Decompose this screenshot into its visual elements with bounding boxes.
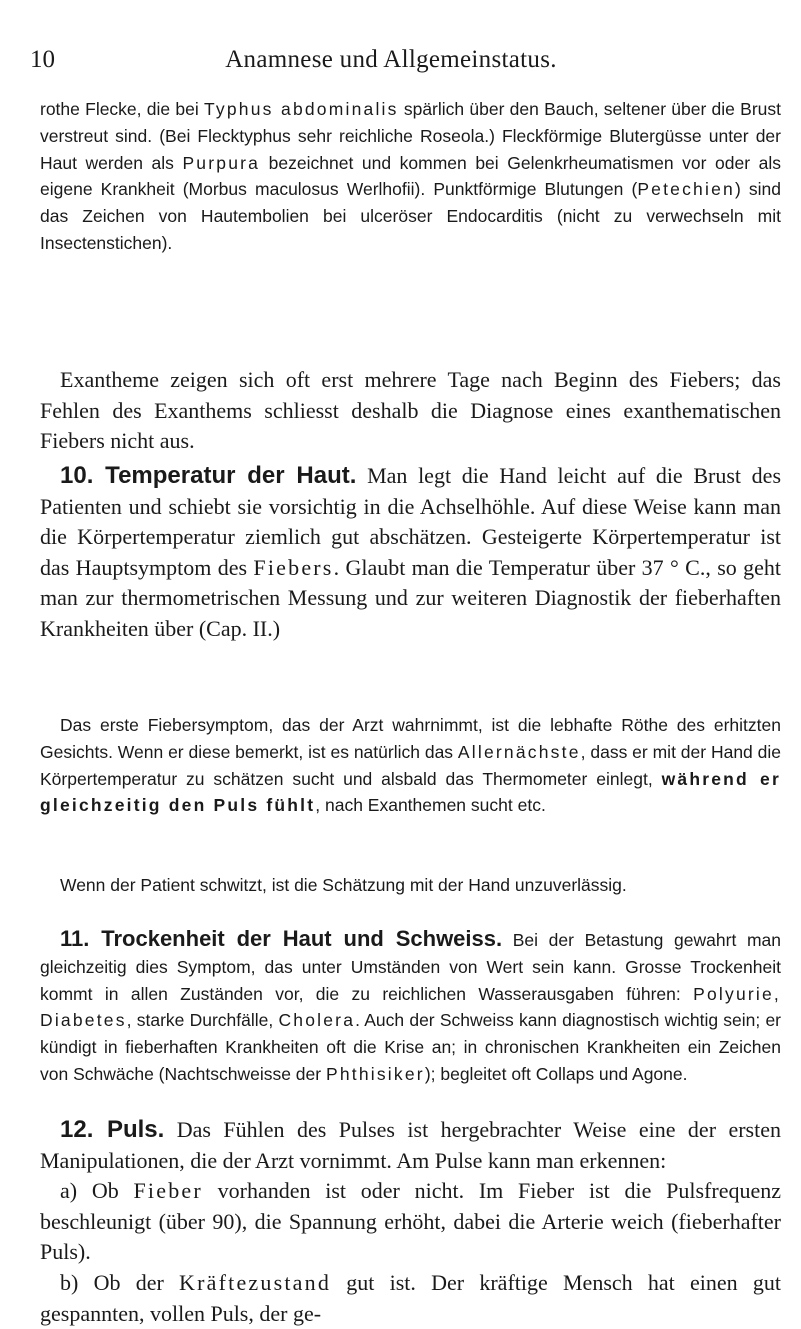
section-12-pulse: 12. Puls. Das Fühlen des Pulses ist hergebrachter Weise eine der ersten Manipulationen, die der Arzt vornimmt. Am Pulse kann man erkennen: a) Ob Fieber vorhanden ist oder nicht. Im Fieber ist die Pulsfrequenz beschleunigt (über 90), die Spannung erhöht, dabei die Arterie weich (fieberhafter Puls). b) Ob der Kräftezustand gut ist. Der kräftige Mensch hat einen gut gespannten, vollen Puls, der ge- (40, 1115, 781, 1329)
section-11-heading: 11. Trockenheit der Haut und Schweiss. (60, 926, 503, 951)
running-title: Anamnese und Allgemeinstatus. (225, 46, 557, 73)
paragraph-sweat-note: Wenn der Patient schwitzt, ist die Schätzung mit der Hand unzuverlässig. (60, 875, 627, 895)
section-11-dryness: 11. Trockenheit der Haut und Schweiss. Bei der Betastung gewahrt man gleichzeitig dies Symptom, das unter Umständen von Wert sein kann. Grosse Trockenheit kommt in allen Zuständen vor, die zu reichlichen Wasserausgaben führen: Polyurie, Diabetes, starke Durchfälle, Cholera. Auch der Schweiss kann diagnostisch wichtig sein; er kündigt in fieberhaften Krankheiten oft die Krise an; in chronischen Krankheiten ein Zeichen von Schwäche (Nachtschweisse der Phthisiker); begleitet oft Collaps und Agone. (40, 926, 782, 1084)
term-phthisiker: Phthisiker (325, 1063, 425, 1084)
paragraph-exanthem-types: rothe Flecke, die bei Typhus abdominalis spärlich über den Bauch, seltener über die Brust verstreut sind. (Bei Flecktyphus sehr reichliche Roseola.) Fleckförmige Blutergüsse unter der Haut werden als Purpura bezeichnet und kommen bei Gelenkrheumatismen vor oder als eigene Krankheit (Morbus maculosus Werlhofii). Punktförmige Blutungen (Petechien) sind das Zeichen von Hautembolien bei ulceröser Endocarditis (nicht zu verwechseln mit Insectenstichen). (40, 99, 781, 253)
term-petechien: Petechien (637, 179, 735, 200)
section-10-temperature: 10. Temperatur der Haut. Man legt die Hand leicht auf die Brust des Patienten und schiebt sie vorsichtig in die Achselhöhle. Auf diese Weise kann man die Körpertemperatur ziemlich gut abschätzen. Gesteigerte Körpertemperatur ist das Hauptsymptom des Fiebers. Glaubt man die Temperatur über 37 ° C., so geht man zur thermometrischen Messung und zur weiteren Diagnostik der fieberhaften Krankheiten über (Cap. II.) (40, 462, 781, 641)
paragraph-exanthem-onset: Exantheme zeigen sich oft erst mehrere Tage nach Beginn des Fiebers; das Fehlen des Exanthems schliesst deshalb die Diagnose eines exanthematischen Fiebers nicht aus. (40, 367, 781, 454)
page-header (30, 46, 782, 86)
emphasis-pulse: während er gleichzeitig den Puls fühlt (40, 768, 781, 816)
page-number: 10 (30, 46, 55, 73)
item-12a: a) Ob Fieber vorhanden ist oder nicht. Im Fieber ist die Pulsfrequenz beschleunigt (über 90), die Spannung erhöht, dabei die Arterie weich (fieberhafter Puls). (40, 1178, 781, 1265)
term-typhus: Typhus abdominalis (203, 99, 399, 119)
term-purpura: Purpura (182, 152, 261, 173)
item-12b: b) Ob der Kräftezustand gut ist. Der kräftige Mensch hat einen gut gespannten, vollen Puls, der ge- (40, 1269, 781, 1326)
section-10-heading: 10. Temperatur der Haut. (60, 462, 357, 489)
term-kraeftezustand: Kräftezustand (179, 1269, 332, 1295)
term-polyurie: Polyurie, Diabetes (40, 983, 781, 1031)
section-12-heading: 12. Puls. (60, 1116, 165, 1143)
paragraph-fever-symptom: Das erste Fiebersymptom, das der Arzt wahrnimmt, ist die lebhafte Röthe des erhitzten Gesichts. Wenn er diese bemerkt, ist es natürlich das Allernächste, dass er mit der Hand die Körpertemperatur zu schätzen sucht und alsbald das Thermometer einlegt, während er gleichzeitig den Puls fühlt, nach Exanthemen sucht etc. (40, 715, 781, 816)
term-allernaechste: Allernächste (457, 741, 581, 762)
term-fieber: Fieber (133, 1178, 203, 1204)
term-fiebers: Fiebers (253, 554, 334, 580)
term-cholera: Cholera (278, 1010, 356, 1031)
